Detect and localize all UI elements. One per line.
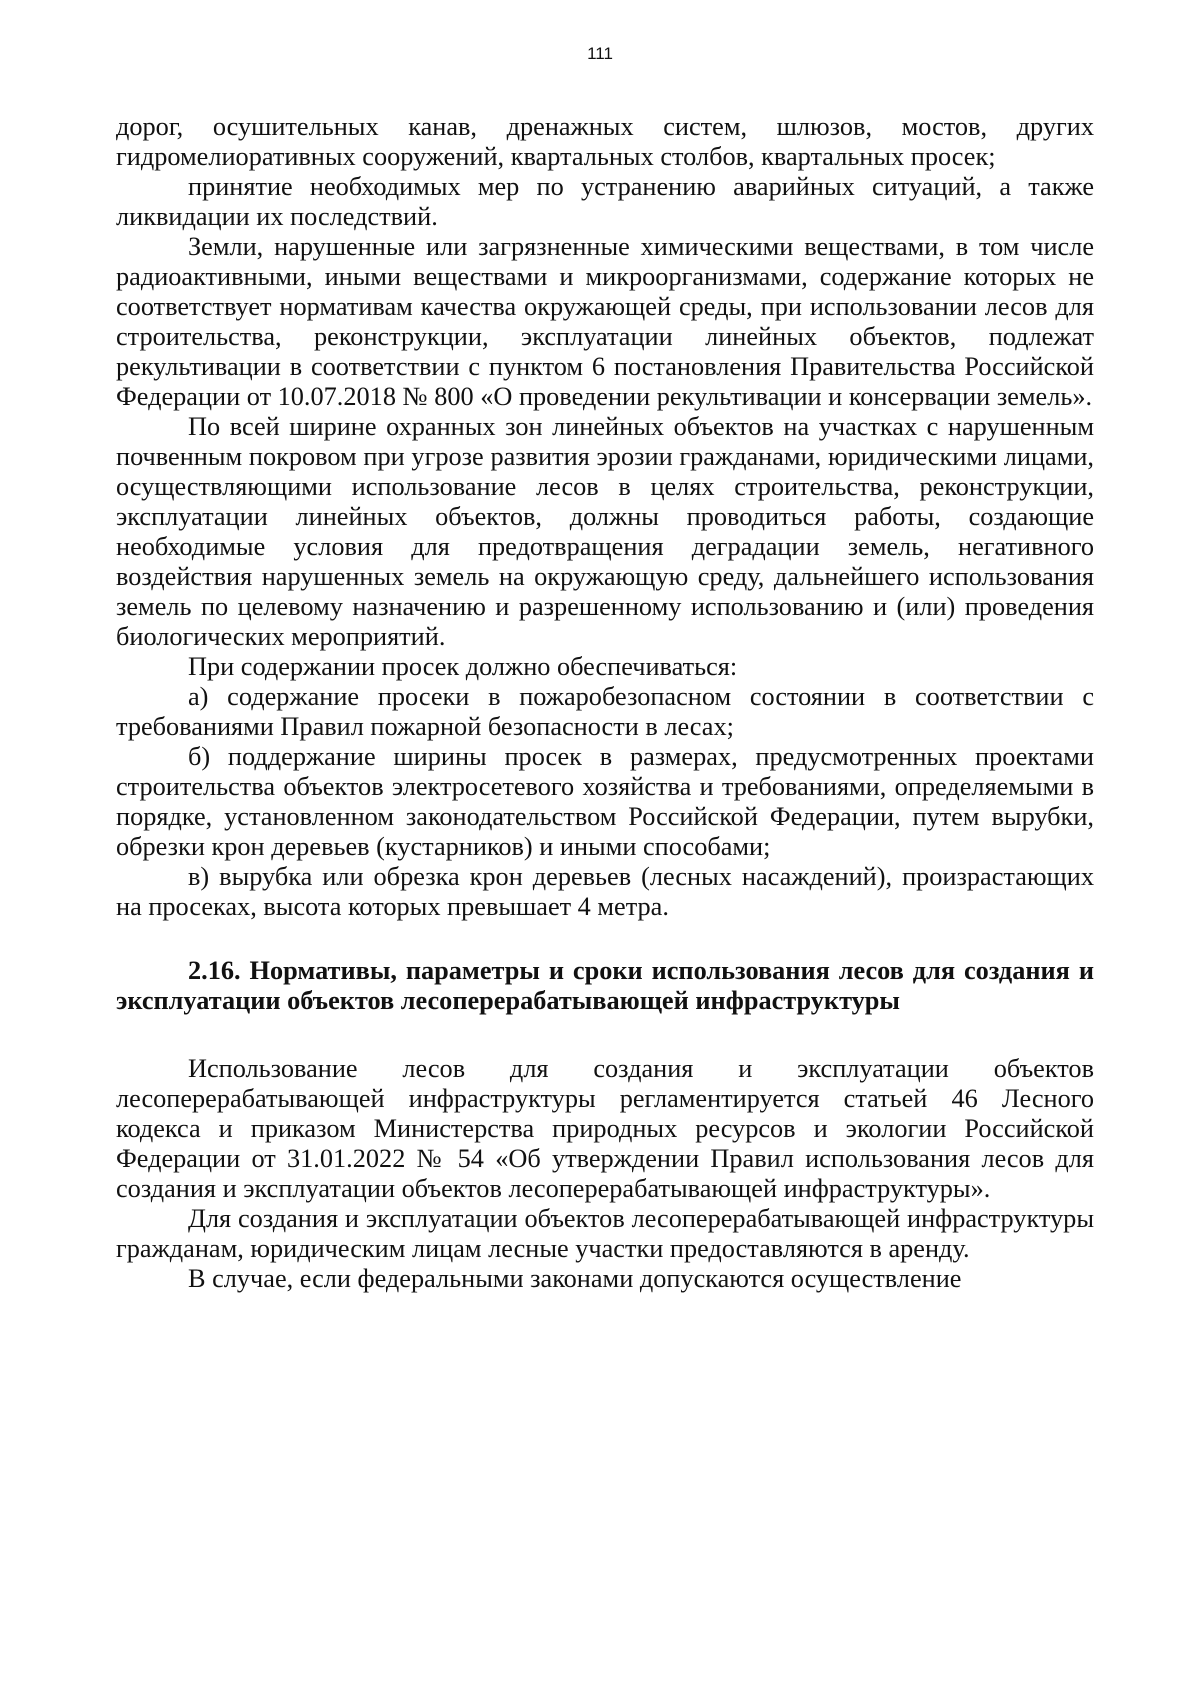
list-item: б) поддержание ширины просек в размерах, предусмотренных проектами строительства объектов электросетевого хозяйства и требованиями, определяемыми в порядке, установленном законодательством Российской Федерации, путем вырубки, обрезки крон деревьев (кустарников) и иными способами;: [116, 742, 1094, 861]
list-item: а) содержание просеки в пожаробезопасном состоянии в соответствии с требованиями Правил пожарной безопасности в лесах;: [116, 682, 1094, 741]
paragraph: Использование лесов для создания и эксплуатации объектов лесоперерабатывающей инфраструктуры регламентируется статьей 46 Лесного кодекса и приказом Министерства природных ресурсов и экологии Российской Федерации от 31.01.2022 № 54 «Об утверждении Правил использования лесов для создания и эксплуатации объектов лесоперерабатывающей инфраструктуры».: [116, 1054, 1094, 1203]
paragraph: В случае, если федеральными законами допускаются осуществление: [188, 1264, 962, 1293]
paragraph: При содержании просек должно обеспечиваться:: [188, 652, 738, 681]
paragraph: принятие необходимых мер по устранению аварийных ситуаций, а также ликвидации их последствий.: [116, 172, 1094, 231]
paragraph: Земли, нарушенные или загрязненные химическими веществами, в том числе радиоактивными, иными веществами и микроорганизмами, содержание которых не соответствует нормативам качества окружающей среды, при использовании лесов для строительства, реконструкции, эксплуатации линейных объектов, подлежат рекультивации в соответствии с пунктом 6 постановления Правительства Российской Федерации от 10.07.2018 № 800 «О проведении рекультивации и консервации земель».: [116, 232, 1094, 411]
paragraph: дорог, осушительных канав, дренажных систем, шлюзов, мостов, других гидромелиоративных сооружений, квартальных столбов, квартальных просек;: [116, 112, 1094, 171]
paragraph: Для создания и эксплуатации объектов лесоперерабатывающей инфраструктуры гражданам, юридическим лицам лесные участки предоставляются в аренду.: [116, 1204, 1094, 1263]
section-heading: 2.16. Нормативы, параметры и сроки использования лесов для создания и эксплуатации объектов лесоперерабатывающей инфраструктуры: [116, 956, 1094, 1015]
list-item: в) вырубка или обрезка крон деревьев (лесных насаждений), произрастающих на просеках, высота которых превышает 4 метра.: [116, 862, 1094, 921]
page-number: 111: [587, 44, 613, 63]
document-body: [116, 112, 1094, 1294]
paragraph: По всей ширине охранных зон линейных объектов на участках с нарушенным почвенным покровом при угрозе развития эрозии гражданами, юридическими лицами, осуществляющими использование лесов в целях строительства, реконструкции, эксплуатации линейных объектов, должны проводиться работы, создающие необходимые условия для предотвращения деградации земель, негативного воздействия нарушенных земель на окружающую среду, дальнейшего использования земель по целевому назначению и разрешенному использованию и (или) проведения биологических мероприятий.: [116, 412, 1094, 651]
